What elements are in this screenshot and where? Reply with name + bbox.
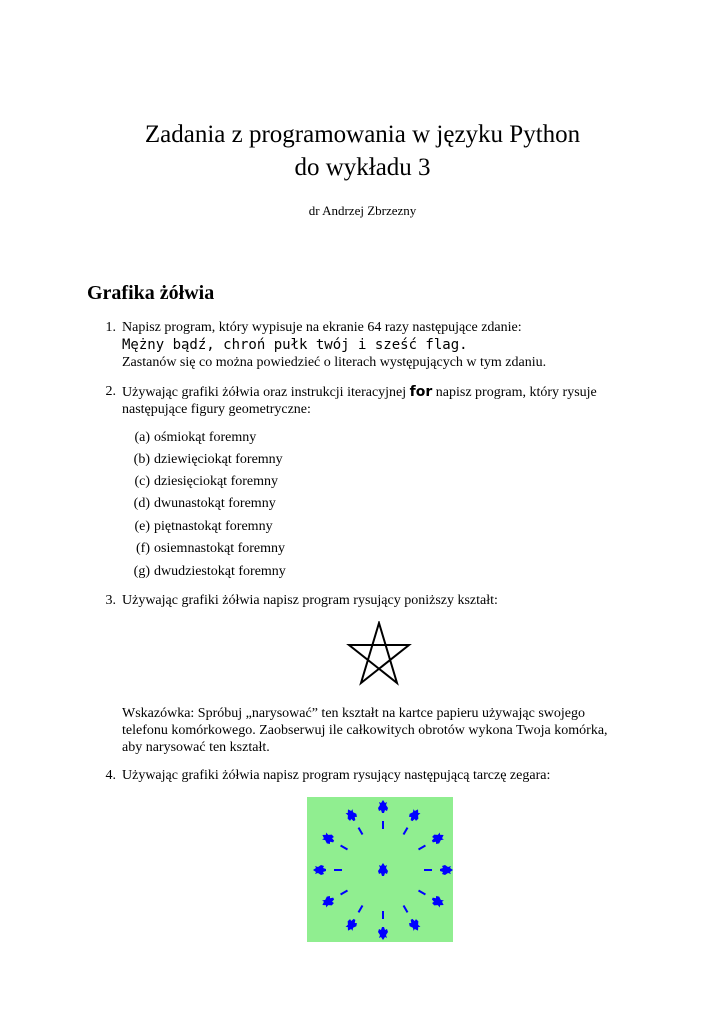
exercise-1-line-2: Zastanów się co można powiedzieć o literach występujących w tym zdaniu. [122, 355, 547, 370]
subitem-text: ośmiokąt foremny [154, 430, 257, 445]
hint-line-1: Wskazówka: Spróbuj „narysować” ten kształt na kartce papieru używając swojego [122, 706, 585, 721]
subitem-label: (f) [136, 541, 150, 556]
subitem-e [126, 519, 273, 535]
subitem-text: dziesięciokąt foremny [154, 474, 279, 489]
subitem-label: (d) [133, 496, 150, 511]
subitem-label: (g) [133, 564, 150, 579]
subitem-label: (e) [134, 519, 150, 534]
title-line-1: Zadania z programowania w języku Python [144, 121, 581, 148]
exercise-2-number: 2. [105, 384, 116, 399]
document-title [0, 118, 725, 184]
exercise-2-line-1-end: napisz program, który rysuje [432, 385, 597, 400]
subitem-text: dziewięciokąt foremny [154, 452, 283, 467]
subitem-c [126, 474, 278, 490]
subitem-b [126, 452, 283, 468]
author: dr Andrzej Zbrzezny [308, 203, 417, 218]
exercise-2-line-1 [122, 384, 597, 401]
section-heading: Grafika żółwia [87, 282, 215, 304]
exercise-1-code: Mężny bądź, chroń pułk twój i sześć flag. [122, 337, 468, 353]
pentagram-figure [346, 621, 412, 687]
subitem-label: (c) [134, 474, 150, 489]
exercise-3-line-1: Używając grafiki żółwia napisz program rysujący poniższy kształt: [122, 593, 498, 608]
hint-line-2: telefonu komórkowego. Zaobserwuj ile całkowitych obrotów wykona Twoja komórka, [122, 723, 608, 738]
title-line-2: do wykładu 3 [294, 154, 431, 181]
subitem-g [126, 564, 286, 580]
subitem-label: (b) [133, 452, 150, 467]
exercise-1-number: 1. [105, 320, 116, 335]
subitem-text: dwunastokąt foremny [154, 496, 276, 511]
subitem-label: (a) [134, 430, 150, 445]
subitem-f [126, 541, 285, 557]
subitem-d [126, 496, 276, 512]
exercise-3-number: 3. [105, 593, 116, 608]
clock-face-figure [307, 797, 453, 942]
pentagram-star [349, 623, 409, 683]
exercise-1-line-1: Napisz program, który wypisuje na ekranie 64 razy następujące zdanie: [122, 320, 522, 335]
exercise-4-number: 4. [105, 768, 116, 783]
subitem-a [126, 430, 256, 446]
subitem-text: piętnastokąt foremny [154, 519, 273, 534]
for-keyword: for [409, 384, 433, 400]
subitem-text: osiemnastokąt foremny [154, 541, 286, 556]
exercise-4-line-1: Używając grafiki żółwia napisz program rysujący następującą tarczę zegara: [122, 768, 551, 783]
subitem-text: dwudziestokąt foremny [154, 564, 286, 579]
exercise-2-line-2: następujące figury geometryczne: [122, 402, 311, 417]
hint-line-3: aby narysować ten kształt. [122, 740, 270, 755]
exercise-2-line-1-start: Używając grafiki żółwia oraz instrukcji iteracyjnej [122, 385, 410, 400]
